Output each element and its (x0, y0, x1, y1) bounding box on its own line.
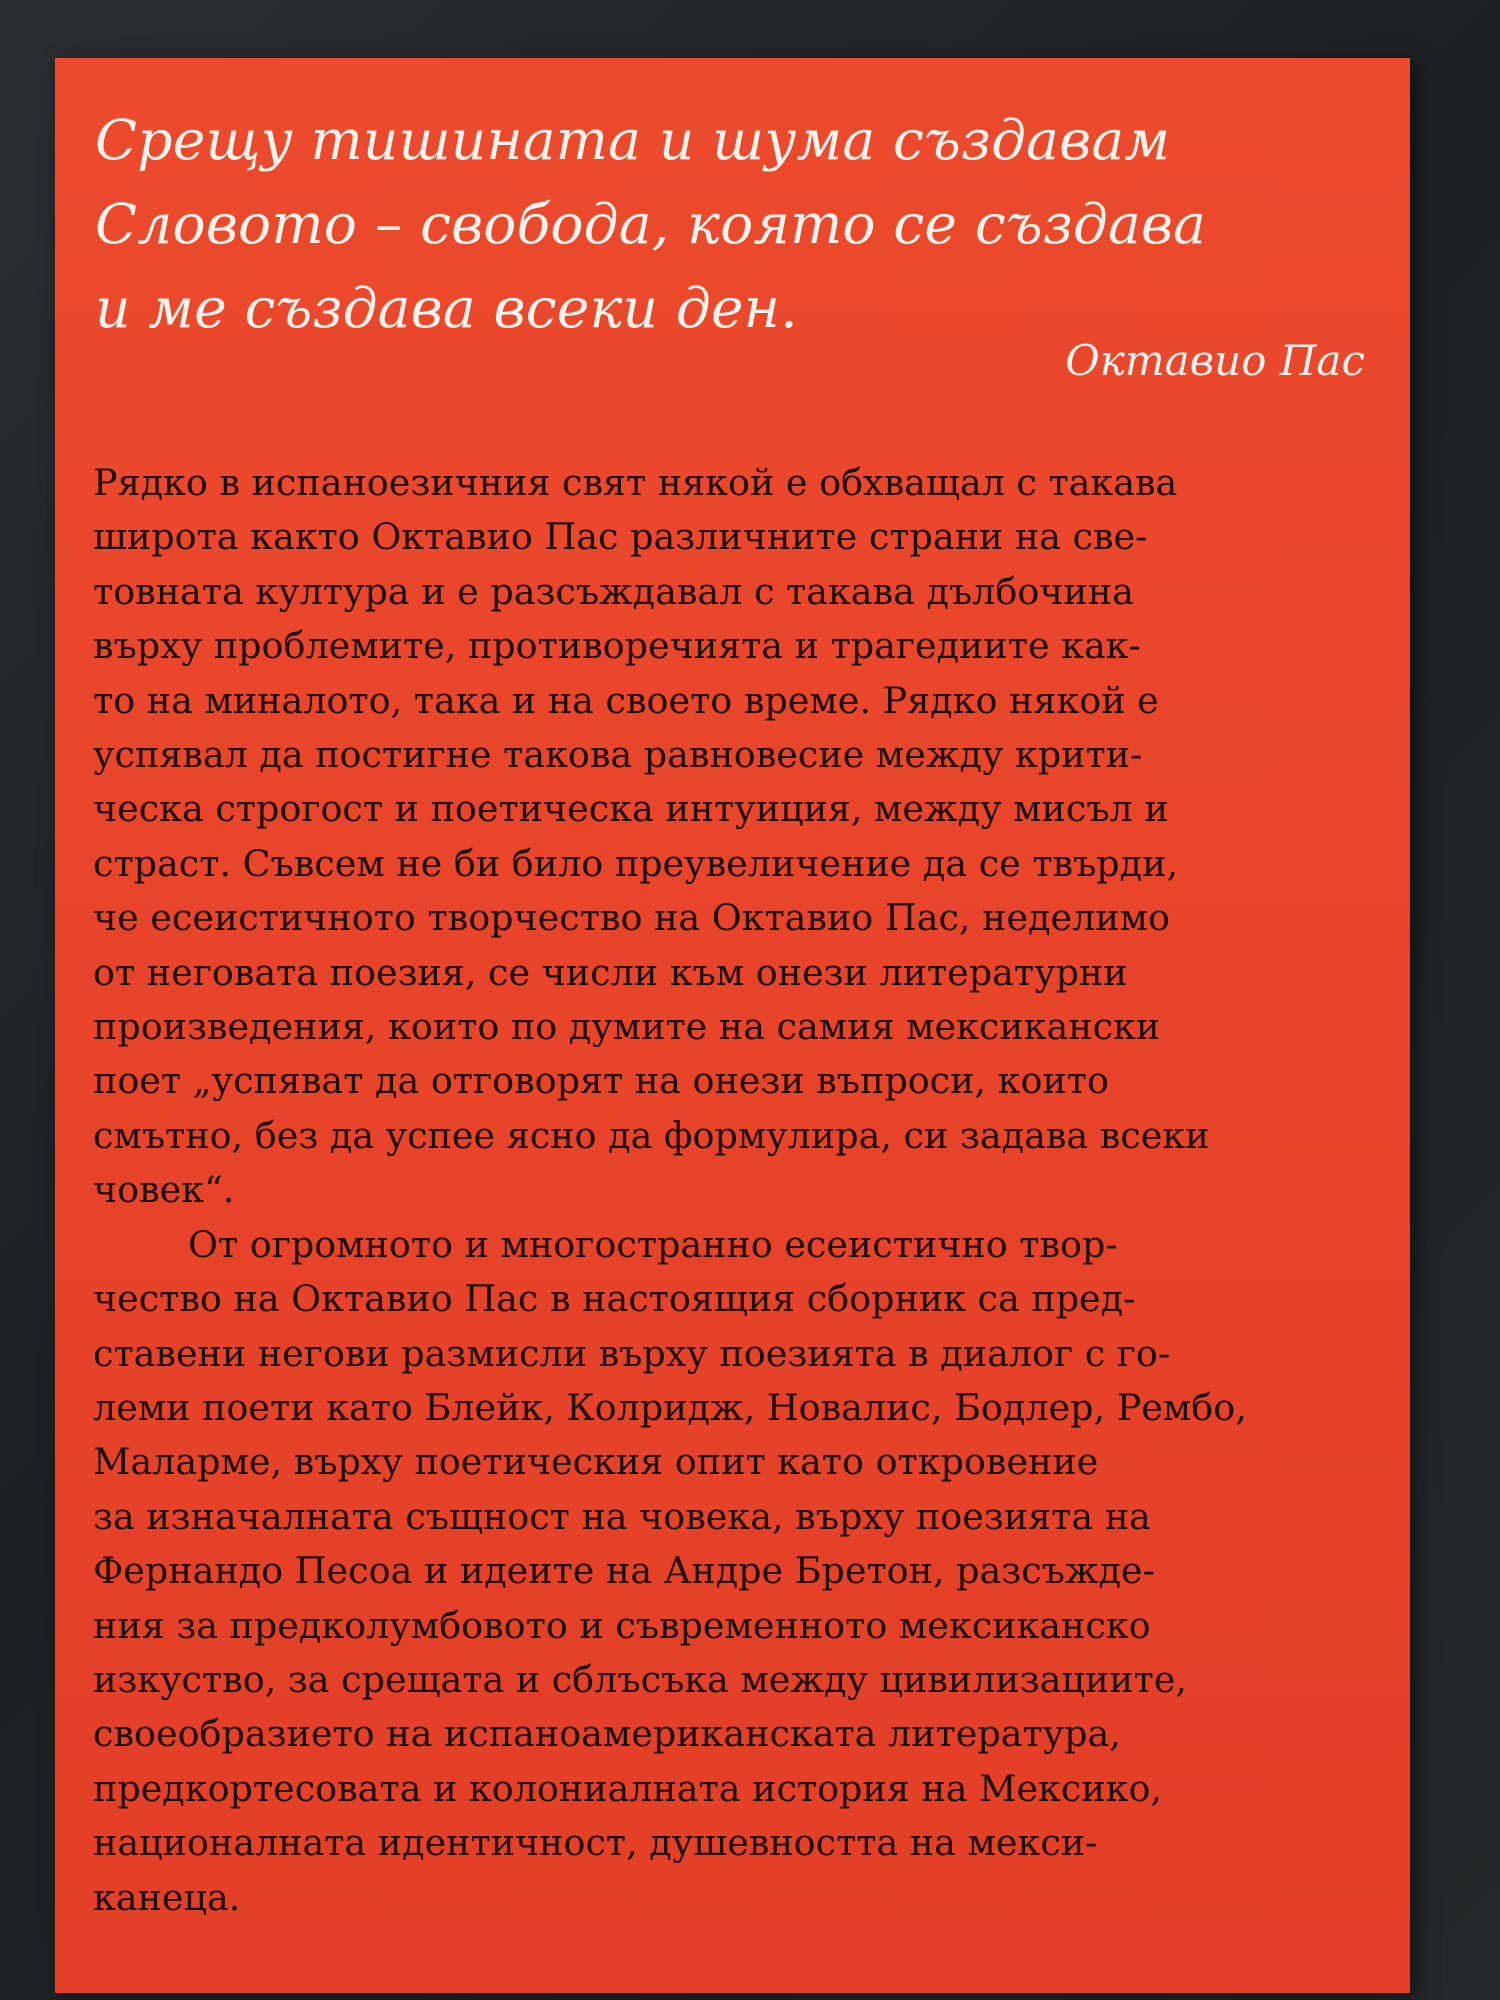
text-line: Фернандо Песоа и идеите на Андре Бретон, разсъжде- (93, 1549, 1155, 1593)
text-line: то на миналото, така и на своето време. Рядко някой е (93, 678, 1159, 722)
quote-author: Октавио Пас (1065, 336, 1365, 385)
text-line: канеца. (93, 1875, 241, 1919)
text-line: широта както Октавио Пас различните страни на све- (93, 515, 1148, 559)
quote-line: и ме създава всеки ден. (95, 276, 798, 340)
text-line: Маларме, върху поетическия опит като откровение (93, 1440, 1099, 1484)
text-line: товната култура и е разсъждавал с такава дълбочина (93, 569, 1134, 613)
text-line: човек“. (93, 1168, 235, 1212)
text-line: От огромното и многостранно есеистично твор- (188, 1222, 1118, 1266)
paragraph-1 (93, 456, 1383, 1218)
text-line: Рядко в испаноезичния свят някой е обхващал с такава (93, 461, 1178, 504)
text-line: леми поети като Блейк, Колридж, Новалис, Бодлер, Рембо, (93, 1385, 1247, 1429)
epigraph-quote (95, 98, 1385, 350)
quote-line: Словото – свобода, която се създава (95, 192, 1207, 256)
text-line: поет „успяват да отговорят на онези въпроси, които (93, 1059, 1109, 1103)
text-line: своеобразието на испаноамериканската литература, (93, 1712, 1121, 1756)
paragraph-2 (93, 1218, 1383, 1925)
text-line: че есеистичното творчество на Октавио Пас, неделимо (93, 896, 1170, 940)
text-line: за изначалната същност на човека, върху поезията на (93, 1494, 1151, 1538)
text-line: успявал да постигне такова равновесие между крити- (93, 733, 1143, 777)
text-line: смътно, без да успее ясно да формулира, си задава всеки (93, 1113, 1210, 1157)
text-line: предкортесовата и колониалната история на Мексико, (93, 1766, 1163, 1810)
text-line: националната идентичност, душевността на мекси- (93, 1821, 1098, 1865)
text-line: произведения, които по думите на самия мексикански (93, 1005, 1161, 1049)
text-line: изкуство, за срещата и сблъсъка между цивилизациите, (93, 1657, 1187, 1701)
text-line: ния за предколумбовото и съвременното мексиканско (93, 1603, 1151, 1647)
text-line: страст. Съвсем не би било преувеличение да се твърди, (93, 841, 1179, 885)
book-back-cover (55, 58, 1410, 1993)
text-line: ставени негови размисли върху поезията в диалог с го- (93, 1331, 1171, 1375)
text-line: чество на Октавио Пас в настоящия сборник са пред- (93, 1277, 1136, 1321)
text-line: от неговата поезия, се числи към онези литературни (93, 950, 1128, 994)
blurb-text (93, 456, 1383, 1925)
quote-line: Срещу тишината и шума създавам (95, 108, 1171, 172)
text-line: върху проблемите, противоречията и трагедиите как- (93, 624, 1141, 668)
text-line: ческа строгост и поетическа интуиция, между мисъл и (93, 787, 1169, 831)
